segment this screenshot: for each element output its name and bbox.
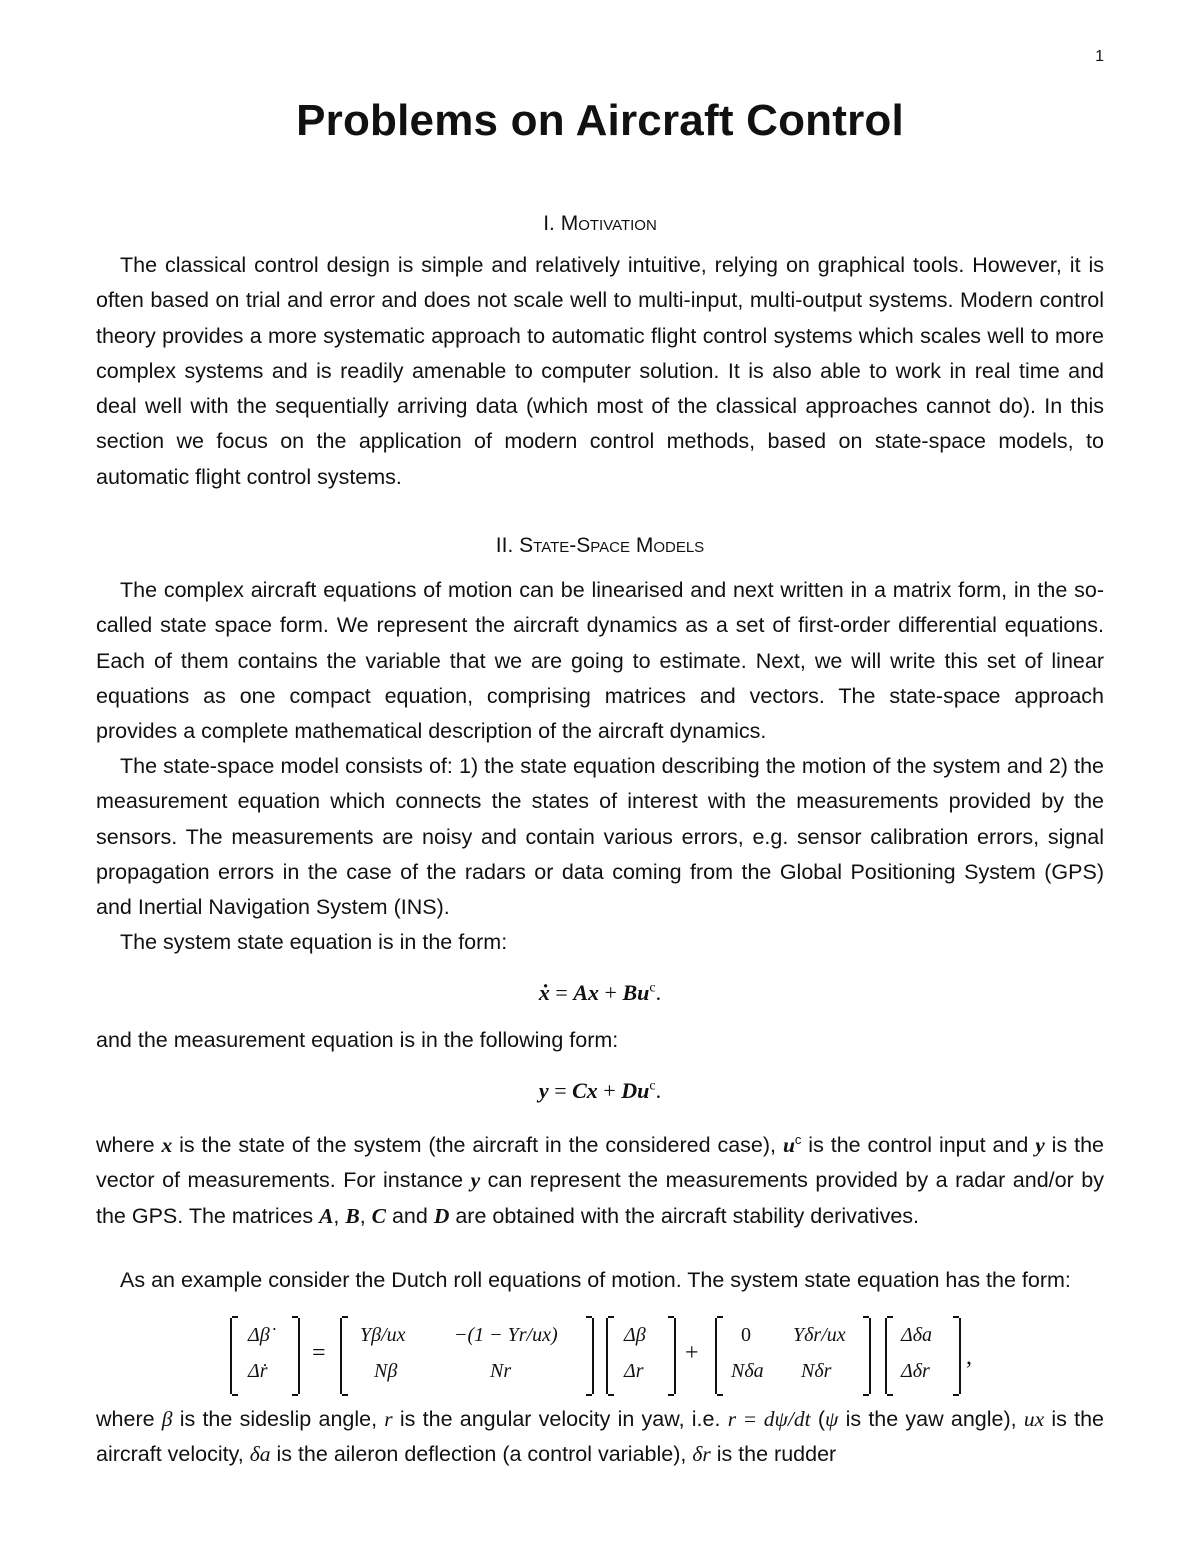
page-number: 1 [1095,48,1104,65]
lhs-vector: Δβ̇ Δṙ [230,1318,300,1394]
section-number: II. [495,534,514,557]
paragraph-measurement-intro: and the measurement equation is in the following form: [96,1028,619,1052]
equation-state: ẋ = $Ax + Bu^c$. [538,980,662,1005]
comma: , [966,1344,972,1370]
section-heading-motivation [0,212,1200,236]
matrix-equation-dutch-roll [230,1318,990,1398]
section-heading-state-space [0,534,1200,558]
state-vector: Δβ Δr [606,1318,676,1394]
paragraph-state-space-intro: The complex aircraft equations of motion can be linearised and next written in a matrix form, in the so-called state space form. We represent the aircraft dynamics as a set of first-order differential equations. Each of them contains the variable that we are going to estimate. Next, we will write this set of linear equations as one compact equation, comprising matrices and vectors. The state-space approach provides a complete mathematical description of the aircraft dynamics. [96,578,1104,744]
paragraph-motivation: The classical control design is simple and relatively intuitive, relying on graphical tools. However, it is often based on trial and error and does not scale well to multi-input, multi-output systems. Modern control theory provides a more systematic approach to automatic flight control systems which scales well to more complex systems and is readily amenable to computer solution. It is also able to work in real time and deal well with the sequentially arriving data (which most of the classical approaches cannot do). In this section we focus on the application of modern control methods, based on state-space models, to automatic flight control systems. [96,253,1104,489]
paragraph-dutch-roll-intro: As an example consider the Dutch roll equations of motion. The system state equation has the form: [120,1268,1071,1292]
equation-measurement: $y = Cx + Du^c$. [538,1078,662,1103]
matrix-b: 0 Yδr/ux Nδa Nδr [715,1318,871,1394]
plus-sign: + [685,1340,699,1366]
paragraph-state-space-model: The state-space model consists of: 1) the state equation describing the motion of the system and 2) the measurement equation which connects the states of interest with the measurements provided by the sensors. The measurements are noisy and contain various errors, e.g. sensor calibration errors, signal propagation errors in the case of the radars or data coming from the Global Positioning System (GPS) and Inertial Navigation System (INS). [96,754,1104,920]
section-number: I. [543,212,555,235]
paragraph-variable-definitions: where x is the state of the system (the aircraft in the considered case), $u^c$ is the control input and y is the vector of measurements. For instance y can represent the measurements provided by a radar and/or by the GPS. The matrices A, B, C and D are obtained with the aircraft stability derivatives. [96,1132,1104,1228]
matrix-a: Yβ/ux −(1 − Yr/ux) Nβ Nr [340,1318,594,1394]
section-title: Motivation [560,212,657,235]
document-title: Problems on Aircraft Control [296,96,904,145]
paragraph-state-equation-intro: The system state equation is in the form: [120,930,508,954]
control-vector: Δδa Δδr [885,1318,961,1394]
section-title: State-Space Models [519,534,705,557]
paragraph-dutch-roll-variables: where β is the sideslip angle, r is the angular velocity in yaw, i.e. r = dψ/dt (ψ is the yaw angle), ux is the aircraft velocity, δa is the aileron deflection (a control variable), δr is the rudder [96,1407,1104,1467]
equals-sign: = [312,1340,326,1366]
